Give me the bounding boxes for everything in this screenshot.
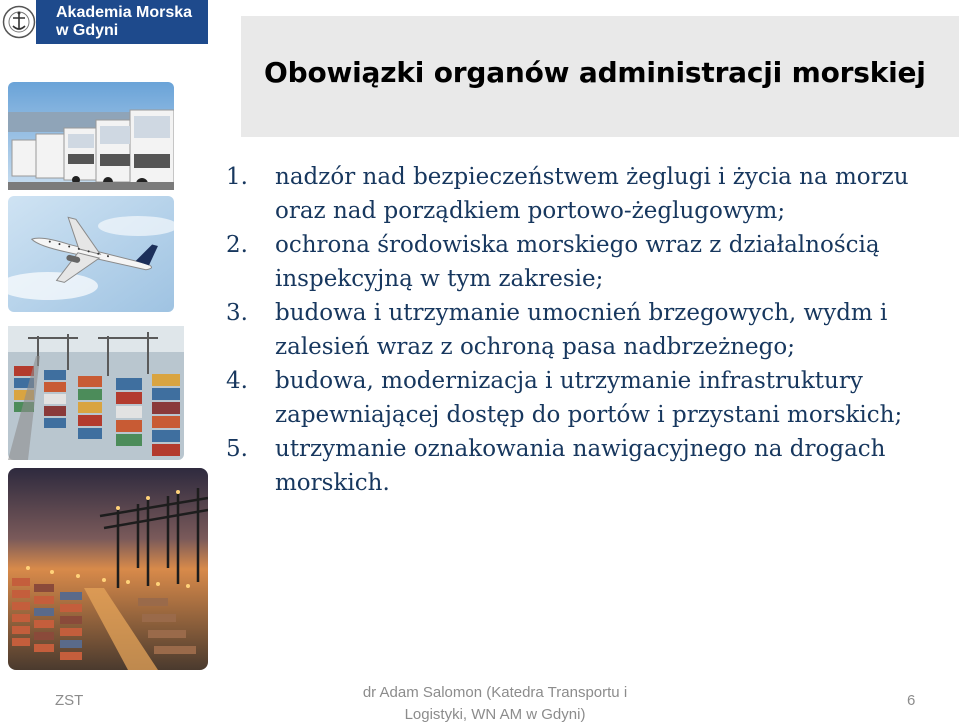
logo-band: [36, 0, 208, 44]
list-item-number: 5.: [226, 436, 248, 462]
logo-name-line1: Akademia Morska: [56, 4, 193, 21]
night-port-photo: [8, 468, 208, 670]
page-number: 6: [907, 692, 916, 709]
slide-title: Obowiązki organów administracji morskiej: [264, 56, 926, 89]
list-item-number: 3.: [226, 300, 248, 326]
title-box: [241, 16, 959, 137]
list-item-text: budowa i utrzymanie umocnień brzegowych, wydm i zalesień wraz z ochroną pasa nadbrzeżnego;: [275, 300, 888, 360]
list-item: [226, 228, 956, 296]
academy-seal-icon: [2, 2, 36, 42]
duties-list: [226, 160, 956, 500]
list-item-number: 1.: [226, 164, 248, 190]
footer-author: dr Adam Salomon (Katedra Transportu i Logistyki, WN AM w Gdyni): [362, 684, 628, 723]
academy-logo: [0, 0, 208, 44]
list-item: [226, 160, 956, 228]
airplane-photo: [8, 196, 174, 312]
list-item-number: 4.: [226, 368, 248, 394]
footer-label: ZST: [55, 692, 84, 709]
list-item-number: 2.: [226, 232, 248, 258]
list-item-text: utrzymanie oznakowania nawigacyjnego na drogach morskich.: [275, 436, 886, 496]
list-item: [226, 364, 956, 432]
list-item: [226, 432, 956, 500]
list-item-text: nadzór nad bezpieczeństwem żeglugi i życia na morzu oraz nad porządkiem portowo-żeglugowym;: [275, 164, 909, 224]
logo-name-line2: w Gdyni: [56, 22, 119, 39]
list-item-text: ochrona środowiska morskiego wraz z działalnością inspekcyjną w tym zakresie;: [275, 232, 880, 292]
container-terminal-photo: [8, 326, 184, 460]
list-item-text: budowa, modernizacja i utrzymanie infrastruktury zapewniającej dostęp do portów i przystani morskich;: [275, 368, 903, 428]
list-item: [226, 296, 956, 364]
trucks-photo: [8, 82, 174, 190]
